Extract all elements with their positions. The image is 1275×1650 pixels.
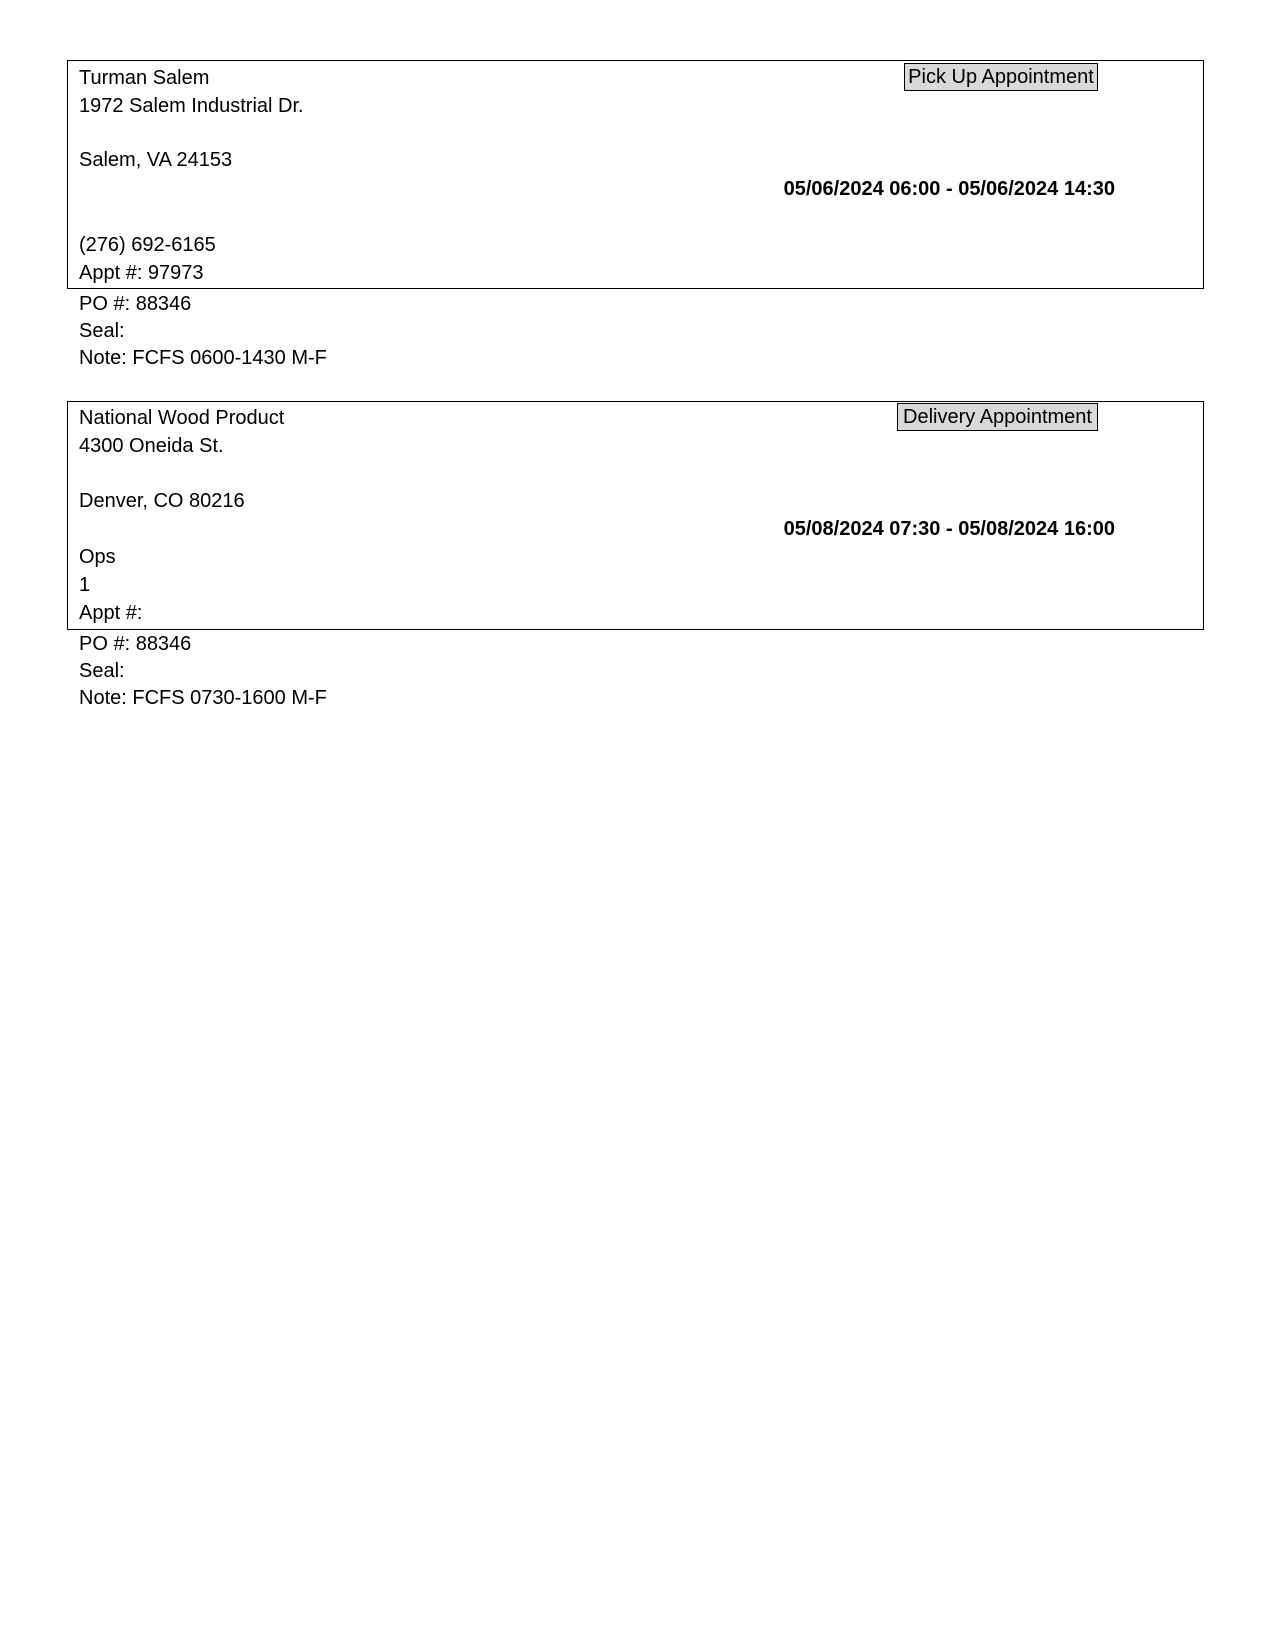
- delivery-appointment-tag: Delivery Appointment: [897, 403, 1098, 431]
- pickup-address: 1972 Salem Industrial Dr.: [79, 95, 304, 117]
- delivery-seal: Seal:: [79, 660, 125, 682]
- pickup-appointment-tag: Pick Up Appointment: [904, 63, 1098, 91]
- delivery-city-state-zip: Denver, CO 80216: [79, 490, 245, 512]
- pickup-seal: Seal:: [79, 320, 125, 342]
- delivery-address: 4300 Oneida St.: [79, 435, 224, 457]
- delivery-time-window: 05/08/2024 07:30 - 05/08/2024 16:00: [783, 518, 1115, 540]
- pickup-city-state-zip: Salem, VA 24153: [79, 149, 233, 171]
- delivery-appt-number: Appt #:: [79, 602, 143, 624]
- pickup-po-number: PO #: 88346: [79, 293, 192, 315]
- pickup-note: Note: FCFS 0600-1430 M-F: [79, 347, 327, 369]
- pickup-name: Turman Salem: [79, 67, 210, 89]
- delivery-stop-box: [67, 401, 1204, 630]
- delivery-note: Note: FCFS 0730-1600 M-F: [79, 687, 327, 709]
- pickup-time-window: 05/06/2024 06:00 - 05/06/2024 14:30: [783, 178, 1115, 200]
- delivery-contact: Ops: [79, 546, 116, 568]
- pickup-phone: (276) 692-6165: [79, 234, 216, 256]
- pickup-appt-number: Appt #: 97973: [79, 262, 204, 284]
- delivery-name: National Wood Product: [79, 407, 285, 429]
- delivery-contact-line2: 1: [79, 574, 91, 596]
- delivery-po-number: PO #: 88346: [79, 633, 192, 655]
